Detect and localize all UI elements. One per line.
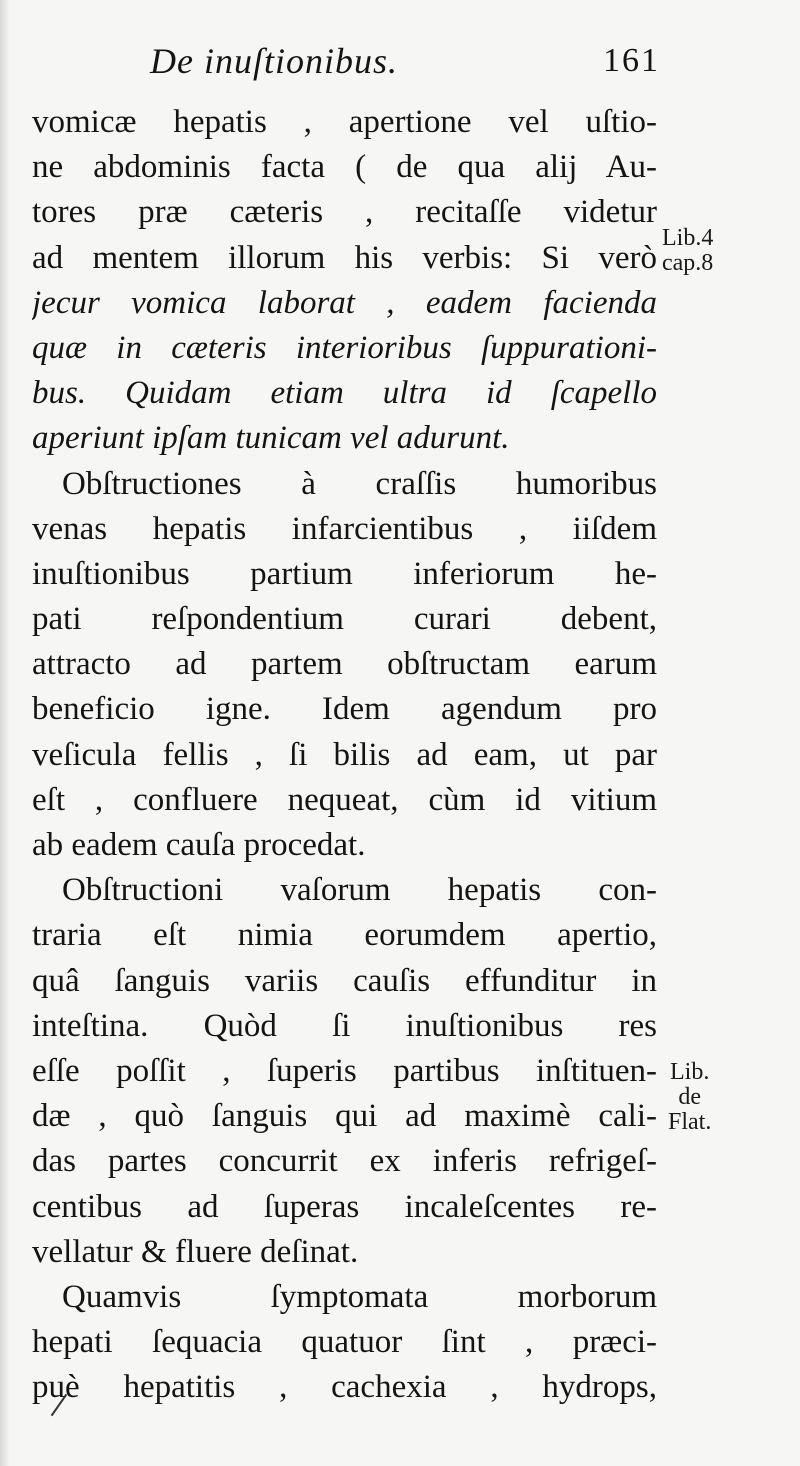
- body-text: [32, 100, 657, 1410]
- margin-note-line: de: [678, 1084, 701, 1110]
- text-line: ab eadem cauſa procedat.: [32, 827, 366, 863]
- text-line: pati reſpondentium curari debent,: [32, 601, 657, 638]
- text-line: aperiunt ipſam tunicam vel adurunt.: [32, 420, 510, 457]
- text-line: Quamvis ſymptomata morborum: [62, 1278, 657, 1315]
- margin-note-line: Lib.4: [662, 225, 714, 251]
- text-line: Obſtructioni vaſorum hepatis con-: [62, 872, 657, 909]
- text-line: quæ in cæteris interioribus ſuppurationi-: [32, 329, 657, 366]
- margin-note-line: Flat.: [668, 1109, 712, 1135]
- text-line: puè hepatitis , cachexia , hydrops,: [32, 1369, 657, 1406]
- text-line: eſſe poſſit , ſuperis partibus inſtituen-: [32, 1052, 657, 1089]
- margin-note-line: cap.8: [662, 250, 714, 276]
- text-line: veſicula fellis , ſi bilis ad eam, ut par: [32, 736, 657, 773]
- text-line: beneficio igne. Idem agendum pro: [32, 691, 657, 728]
- text-line: ad mentem illorum his verbis: Si verò: [32, 239, 657, 276]
- text-line: vellatur & fluere deſinat.: [32, 1233, 359, 1270]
- text-line: Obſtructiones à craſſis humoribus: [62, 465, 657, 502]
- text-line: bus. Quidam etiam ultra id ſcapello: [32, 375, 657, 412]
- text-line: venas hepatis infarcientibus , iiſdem: [32, 510, 657, 547]
- text-line: jecur vomica laborat , eadem facienda: [32, 284, 657, 321]
- text-line: inteſtina. Quòd ſi inuſtionibus res: [32, 1007, 657, 1044]
- margin-note-line: Lib.: [670, 1059, 710, 1085]
- text-line: ne abdominis facta ( de qua alij Au-: [32, 149, 657, 186]
- text-line: inuſtionibus partium inferiorum he-: [32, 555, 657, 592]
- margin-note-reference: [668, 1060, 711, 1135]
- text-line: tores præ cæteris , recitaſſe videtur: [32, 194, 657, 231]
- text-line: das partes concurrit ex inferis refrigeſ-: [32, 1143, 657, 1180]
- page-number: 161: [603, 42, 660, 79]
- page-edge-shadow: [0, 0, 10, 1466]
- text-line: centibus ad ſuperas incaleſcentes re-: [32, 1188, 657, 1225]
- text-line: traria eſt nimia eorumdem apertio,: [32, 917, 657, 954]
- page-header: [150, 40, 660, 100]
- text-line: attracto ad partem obſtructam earum: [32, 646, 657, 683]
- text-line: eſt , confluere nequeat, cùm id vitium: [32, 781, 657, 818]
- text-line: vomicæ hepatis , apertione vel uſtio-: [32, 104, 657, 140]
- text-line: dæ , quò ſanguis qui ad maximè cali-: [32, 1098, 657, 1135]
- margin-note-reference: [662, 226, 713, 276]
- text-line: hepati ſequacia quatuor ſint , præci-: [32, 1324, 657, 1361]
- text-line: quâ ſanguis variis cauſis effunditur in: [32, 962, 657, 999]
- running-title: De inuſtionibus.: [150, 41, 398, 81]
